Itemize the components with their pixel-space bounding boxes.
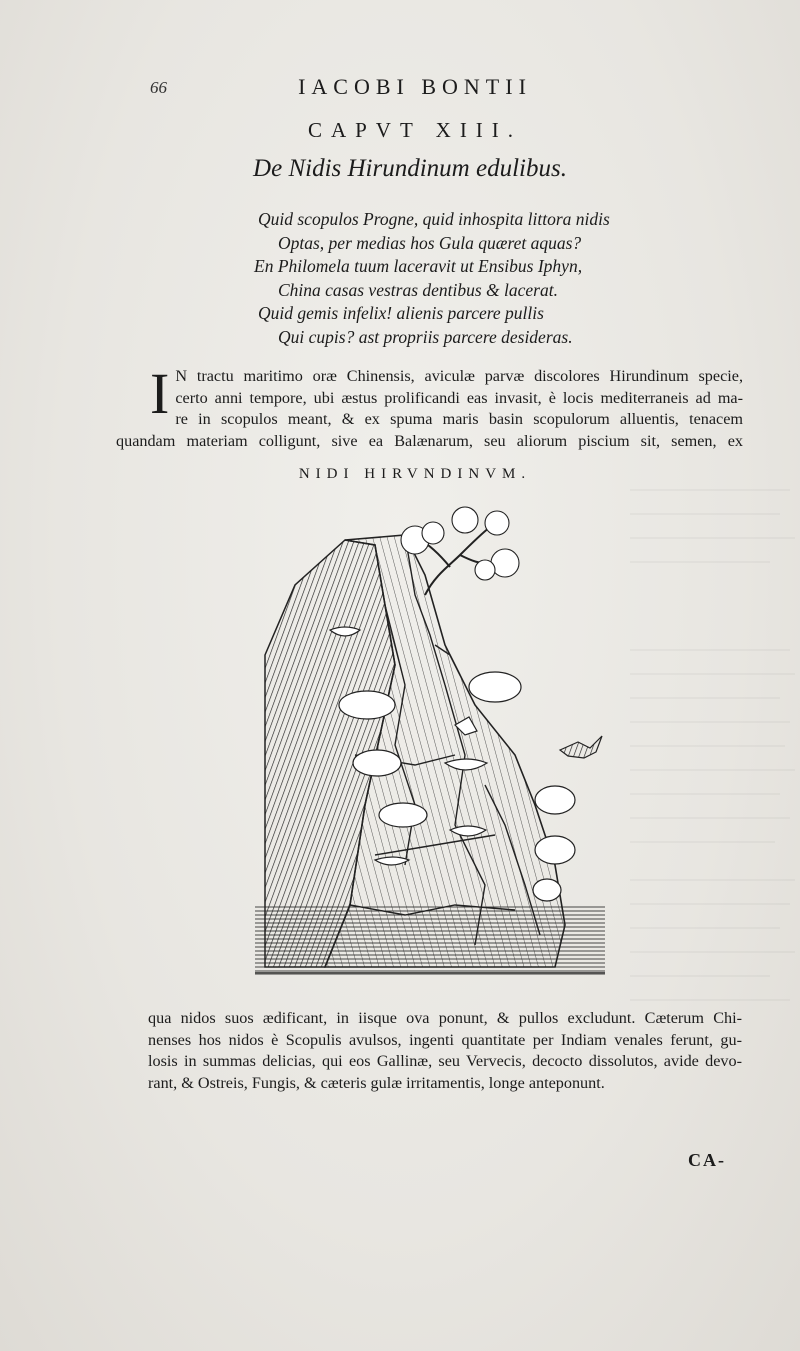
- paragraph-continuation: [148, 1008, 742, 1094]
- text-line: nenses hos nidos è Scopulis avulsos, ingenti quantitate per Indiam venales ferunt, gu-: [148, 1030, 742, 1049]
- poem-line: En Philomela tuum laceravit ut Ensibus Iphyn,: [254, 256, 583, 276]
- text-line: rant, & Ostreis, Fungis, & cæteris gulæ irritamentis, longe anteponunt.: [148, 1073, 605, 1092]
- poem-line: Qui cupis? ast propriis parcere desideras.: [278, 326, 573, 347]
- poem-line: Quid scopulos Progne, quid inhospita littora nidis: [258, 209, 610, 229]
- text-line: qua nidos suos ædificant, in iisque ova ponunt, & pullos excludunt. Cæterum Chi-: [148, 1009, 742, 1027]
- show-through-texture: [630, 470, 800, 1030]
- page-number: 66: [150, 78, 167, 97]
- poem-line: Optas, per medias hos Gula quæret aquas?: [278, 232, 582, 253]
- chapter-heading: CAPVT XIII.: [307, 118, 523, 142]
- poem-line: China casas vestras dentibus & lacerat.: [278, 279, 558, 300]
- running-title: IACOBI BONTII: [298, 74, 532, 99]
- poem-line: Quid gemis infelix! alienis parcere pullis: [258, 303, 544, 323]
- figure-caption: NIDI HIRVNDINVM.: [298, 466, 532, 482]
- drop-cap: I: [150, 361, 170, 426]
- paragraph-intro: [116, 361, 743, 452]
- text-line: certo anni tempore, ubi æstus prolificandi eas invasit, è locis mediterraneis ad ma-: [175, 388, 743, 407]
- text-line: quandam materiam colligunt, sive ea Balænarum, seu aliorum piscium sit, semen, ex: [116, 431, 743, 450]
- running-head: [0, 74, 800, 102]
- woodcut-illustration: [255, 505, 625, 980]
- text-line: re in scopulos meant, & ex spuma maris basin scopulorum alluentis, tenacem: [175, 410, 743, 428]
- text-line: losis in summas delicias, qui eos Gallinæ, seu Vervecis, decocto dissolutos, avide devo-: [148, 1052, 742, 1070]
- chapter-subtitle: De Nidis Hirundinum edulibus.: [253, 155, 567, 182]
- text-line: N tractu maritimo oræ Chinensis, aviculæ parvæ discolores Hirundinum specie,: [175, 367, 743, 385]
- catchword: CA-: [688, 1150, 726, 1170]
